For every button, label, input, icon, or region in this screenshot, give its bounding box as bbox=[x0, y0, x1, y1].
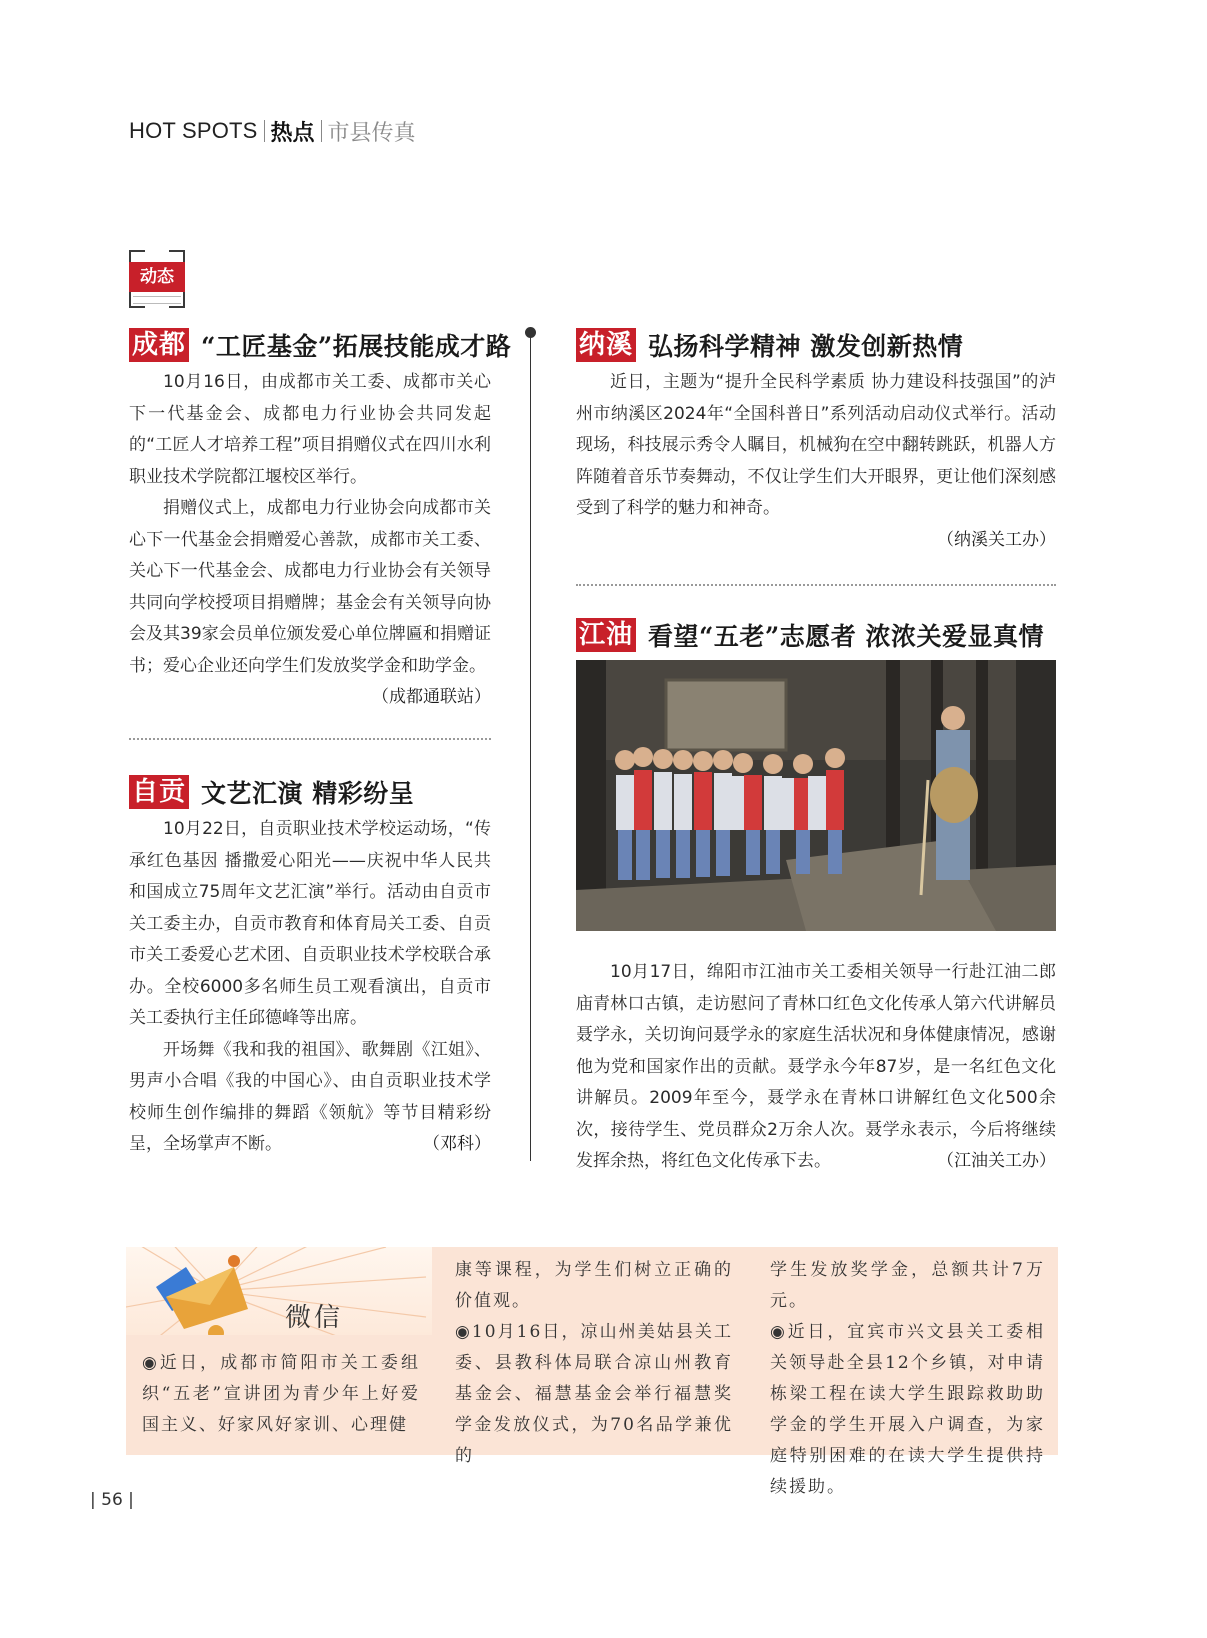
article-headline: 弘扬科学精神 激发创新热情 bbox=[648, 332, 964, 361]
news-badge-lines bbox=[133, 296, 181, 304]
header-en: HOT SPOTS bbox=[129, 118, 258, 143]
article-photo bbox=[576, 660, 1056, 931]
running-header bbox=[129, 115, 416, 147]
column-divider bbox=[530, 333, 531, 1161]
article-paragraph: 10月22日，自贡职业技术学校运动场，“传承红色基因 播撒爱心阳光——庆祝中华人民共和国成立75周年文艺汇演”举行。活动由自贡市关工委主办，自贡市教育和体育局关工委、自贡市关工委爱心艺术团、自贡职业技术学校联合承办。全校6000多名师生员工观看演出，自贡市关工委执行主任邱德峰等出席。 bbox=[129, 819, 491, 1028]
header-divider bbox=[264, 120, 265, 142]
article-source: （成都通联站） bbox=[372, 687, 491, 707]
article-paragraph: 10月16日，由成都市关工委、成都市关心下一代基金会、成都电力行业协会共同发起的“工匠人才培养工程”项目捐赠仪式在四川水利职业技术学院都江堰校区举行。 bbox=[129, 372, 491, 487]
wechat-column-3 bbox=[770, 1255, 1045, 1503]
region-tag: 自贡 bbox=[129, 775, 189, 809]
wechat-column-2 bbox=[455, 1255, 733, 1472]
article-paragraph: 近日，主题为“提升全民科学素质 协力建设科技强国”的泸州市纳溪区2024年“全国科普日”系列活动启动仪式举行。活动现场，科技展示秀令人瞩目，机械狗在空中翻转跳跃，机器人方阵随着音乐节奏舞动，不仅让学生们大开眼界，更让他们深刻感受到了科学的魅力和神奇。 bbox=[576, 372, 1056, 518]
article-zigong bbox=[129, 772, 491, 1161]
section-divider bbox=[576, 584, 1056, 586]
article-paragraph: 10月17日，绵阳市江油市关工委相关领导一行赴江油二郎庙青林口古镇，走访慰问了青林口红色文化传承人第六代讲解员聂学永，关切询问聂学永的家庭生活状况和身体健康情况，感谢他为党和国家作出的贡献。聂学永今年87岁，是一名红色文化讲解员。2009年至今，聂学永在青林口讲解红色文化500余次，接待学生、党员群众2万余人次。聂学永表示，今后将继续发挥余热，将红色文化传承下去。 （江油关工办） bbox=[576, 957, 1056, 1178]
page-number: | 56 | bbox=[90, 1490, 134, 1510]
article-paragraph: 开场舞《我和我的祖国》、歌舞剧《江姐》、男声小合唱《我的中国心》、由自贡职业技术学校师生创作编排的舞蹈《领航》等节目精彩纷呈，全场掌声不断。 （邓科） bbox=[129, 1035, 491, 1161]
article-chengdu bbox=[129, 325, 512, 714]
article-source: （纳溪关工办） bbox=[937, 529, 1056, 550]
article-title bbox=[576, 615, 1056, 655]
wechat-column-1 bbox=[142, 1348, 420, 1441]
region-tag: 江油 bbox=[576, 618, 636, 652]
wechat-item: ◉10月16日，凉山州美姑县关工委、县教科体局联合凉山州教育基金会、福慧基金会举行福慧奖学金发放仪式，为70名品学兼优的 bbox=[455, 1322, 733, 1466]
news-badge-label: 动态 bbox=[129, 262, 185, 292]
article-title bbox=[129, 325, 512, 365]
article-naxi bbox=[576, 325, 1056, 556]
section-divider bbox=[129, 738, 491, 740]
article-paragraph: 捐赠仪式上，成都电力行业协会向成都市关心下一代基金会捐赠爱心善款，成都市关工委、关心下一代基金会、成都电力行业协会有关领导共同向学校授项目捐赠牌；基金会有关领导向协会及其39家会员单位颁发爱心单位牌匾和捐赠证书；爱心企业还向学生们发放奖学金和助学金。 （成都通联站） bbox=[129, 493, 491, 682]
wechat-item: ◉近日，宜宾市兴文县关工委相关领导赴全县12个乡镇，对申请栋梁工程在读大学生跟踪救助助学金的学生开展入户调查，为家庭特别困难的在读大学生提供持续援助。 bbox=[770, 1322, 1045, 1497]
article-title bbox=[129, 772, 491, 812]
region-tag: 纳溪 bbox=[576, 328, 636, 362]
wechat-label: 微信 bbox=[285, 1303, 344, 1333]
article-jiangyou-body bbox=[576, 957, 1056, 1178]
news-badge bbox=[129, 250, 185, 308]
article-headline: 看望“五老”志愿者 浓浓关爱显真情 bbox=[648, 622, 1044, 651]
region-tag: 成都 bbox=[129, 328, 189, 362]
header-subsection: 市县传真 bbox=[327, 120, 416, 146]
article-headline: 文艺汇演 精彩纷呈 bbox=[201, 779, 415, 808]
header-section: 热点 bbox=[270, 120, 315, 146]
header-divider bbox=[321, 120, 322, 142]
article-source: （江油关工办） bbox=[937, 1151, 1056, 1171]
article-title bbox=[576, 325, 1056, 365]
wechat-item: 康等课程，为学生们树立正确的价值观。 bbox=[455, 1260, 733, 1311]
article-headline: “工匠基金”拓展技能成才路 bbox=[201, 332, 512, 361]
article-jiangyou bbox=[576, 615, 1056, 655]
wechat-item: ◉近日，成都市简阳市关工委组织“五老”宣讲团为青少年上好爱国主义、好家风好家训、心理健 bbox=[142, 1353, 420, 1435]
article-source: （邓科） bbox=[423, 1134, 491, 1154]
wechat-illustration bbox=[126, 1247, 432, 1335]
wechat-item: 学生发放奖学金，总额共计7万元。 bbox=[770, 1260, 1045, 1311]
